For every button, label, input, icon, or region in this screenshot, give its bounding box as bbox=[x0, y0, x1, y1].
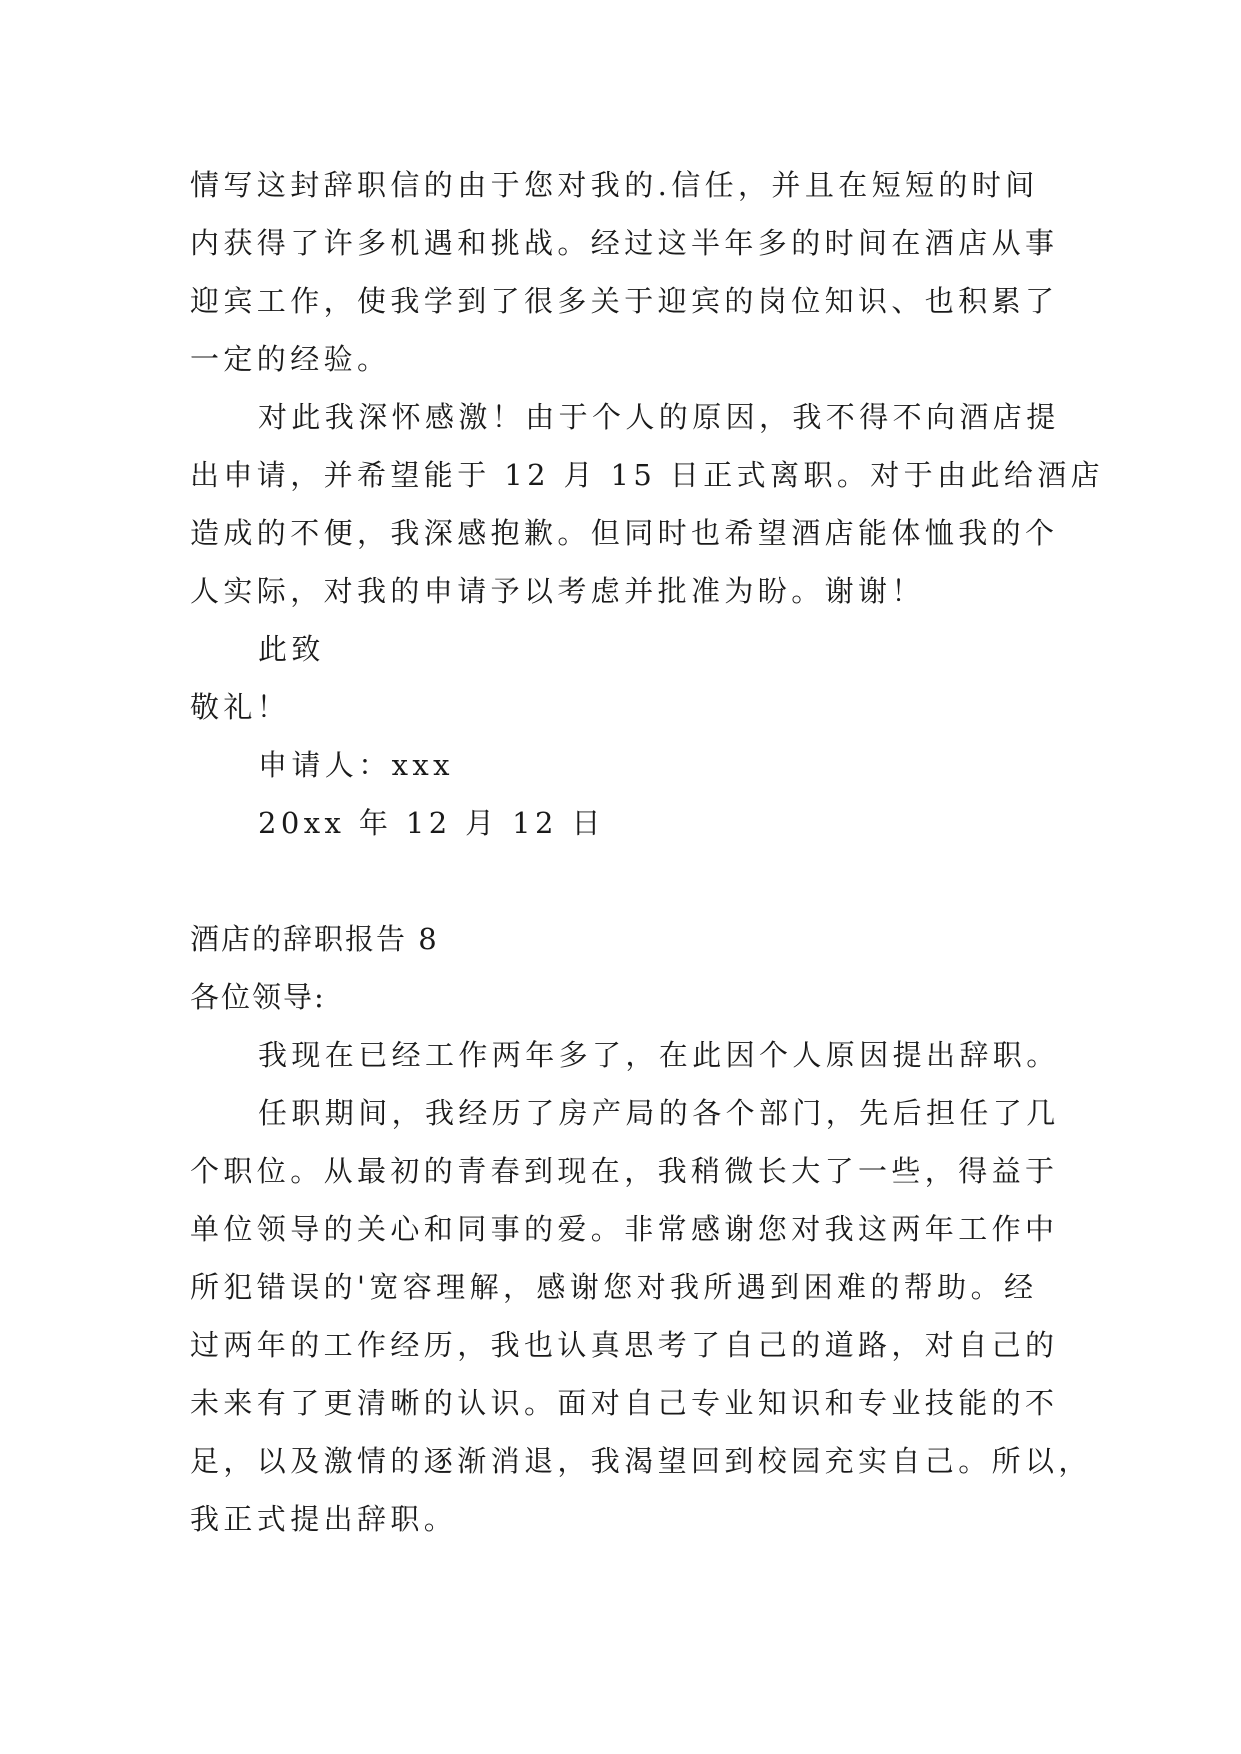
body-text-line: 个职位。从最初的青春到现在，我稍微长大了一些，得益于 bbox=[190, 1154, 1059, 1188]
body-text-line: 任职期间，我经历了房产局的各个部门，先后担任了几 bbox=[258, 1096, 1060, 1130]
body-text-line: 我正式提出辞职。 bbox=[190, 1502, 458, 1536]
body-text-line: 未来有了更清晰的认识。面对自己专业知识和专业技能的不 bbox=[190, 1386, 1059, 1420]
applicant-signature: 申请人：xxx bbox=[258, 748, 454, 782]
body-text-line: 出申请，并希望能于 12 月 15 日正式离职。对于由此给酒店 bbox=[190, 458, 1105, 492]
salute-text: 敬礼！ bbox=[190, 690, 291, 724]
body-text-line: 过两年的工作经历，我也认真思考了自己的道路，对自己的 bbox=[190, 1328, 1059, 1362]
body-text-line: 内获得了许多机遇和挑战。经过这半年多的时间在酒店从事 bbox=[190, 226, 1059, 260]
body-text-line: 迎宾工作，使我学到了很多关于迎宾的岗位知识、也积累了 bbox=[190, 284, 1059, 318]
section-title: 酒店的辞职报告 8 bbox=[190, 922, 439, 956]
body-text-line: 情写这封辞职信的由于您对我的.信任，并且在短短的时间 bbox=[190, 168, 1039, 202]
closing-text: 此致 bbox=[258, 632, 325, 666]
body-text-line: 足，以及激情的逐渐消退，我渴望回到校园充实自己。所以， bbox=[190, 1444, 1092, 1478]
body-text-line: 一定的经验。 bbox=[190, 342, 391, 376]
body-text-line: 造成的不便，我深感抱歉。但同时也希望酒店能体恤我的个 bbox=[190, 516, 1059, 550]
body-text-line: 人实际，对我的申请予以考虑并批准为盼。谢谢！ bbox=[190, 574, 925, 608]
body-text-line: 我现在已经工作两年多了，在此因个人原因提出辞职。 bbox=[258, 1038, 1060, 1072]
body-text-line: 单位领导的关心和同事的爱。非常感谢您对我这两年工作中 bbox=[190, 1212, 1059, 1246]
body-text-line: 所犯错误的'宽容理解，感谢您对我所遇到困难的帮助。经 bbox=[190, 1270, 1038, 1304]
letter-date: 20xx 年 12 月 12 日 bbox=[258, 806, 605, 840]
greeting-text: 各位领导: bbox=[190, 980, 326, 1014]
body-text-line: 对此我深怀感激！由于个人的原因，我不得不向酒店提 bbox=[258, 400, 1060, 434]
